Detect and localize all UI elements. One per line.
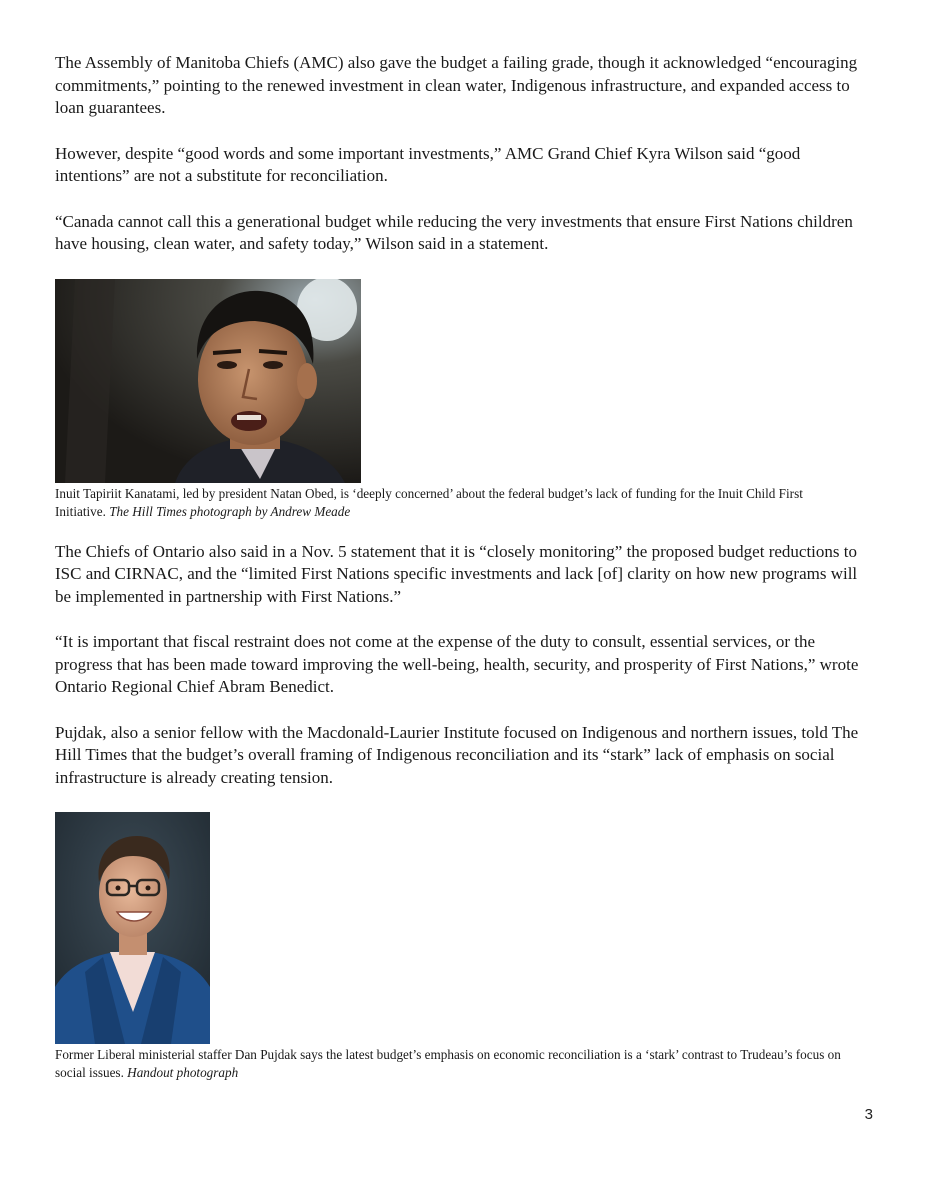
caption-text: Former Liberal ministerial staffer Dan Pujdak says the latest budget’s emphasis on economic reconciliation is a ‘stark’ contrast to Trudeau’s focus on social issues. xyxy=(55,1047,841,1080)
photo-dan-pujdak xyxy=(55,812,210,1044)
photo-caption xyxy=(55,485,855,521)
paragraph: The Chiefs of Ontario also said in a Nov. 5 statement that it is “closely monitoring” the proposed budget reductions to ISC and CIRNAC, and the “limited First Nations specific investments and lack [of] clarity on how new programs will be implemented in partnership with First Nations.” xyxy=(55,541,858,606)
caption-text: Inuit Tapiriit Kanatami, led by president Natan Obed, is ‘deeply concerned’ about the federal budget’s lack of funding for the Inuit Child First Initiative. xyxy=(55,485,803,519)
paragraph: Pujdak, also a senior fellow with the Macdonald-Laurier Institute focused on Indigenous and northern issues, told The Hill Times that the budget’s overall framing of Indigenous reconciliation and its “stark” lack of emphasis on social infrastructure is already creating tension. xyxy=(55,722,859,787)
paragraph: However, despite “good words and some important investments,” AMC Grand Chief Kyra Wilson said “good intentions” are not a substitute for reconciliation. xyxy=(55,143,801,185)
document-page xyxy=(55,52,875,1082)
paragraph: “It is important that fiscal restraint does not come at the expense of the duty to consult, essential services, or the progress that has been made toward improving the well-being, health, security, and prosperity of First Nations,” wrote Ontario Regional Chief Abram Benedict. xyxy=(55,632,859,696)
paragraph: The Assembly of Manitoba Chiefs (AMC) also gave the budget a failing grade, though it acknowledged “encouraging commitments,” pointing to the renewed investment in clean water, Indigenous infrastructure, and expanded access to loan guarantees. xyxy=(55,53,858,117)
photo-credit: Handout photograph xyxy=(127,1065,239,1080)
photo-caption xyxy=(55,1046,855,1082)
photo-credit: The Hill Times photograph by Andrew Meade xyxy=(109,503,351,519)
paragraph: “Canada cannot call this a generational budget while reducing the very investments that ensure First Nations children have housing, clean water, and safety today,” Wilson said in a statement. xyxy=(55,211,853,253)
page-number: 3 xyxy=(864,1106,873,1123)
photo-natan-obed xyxy=(55,279,361,483)
